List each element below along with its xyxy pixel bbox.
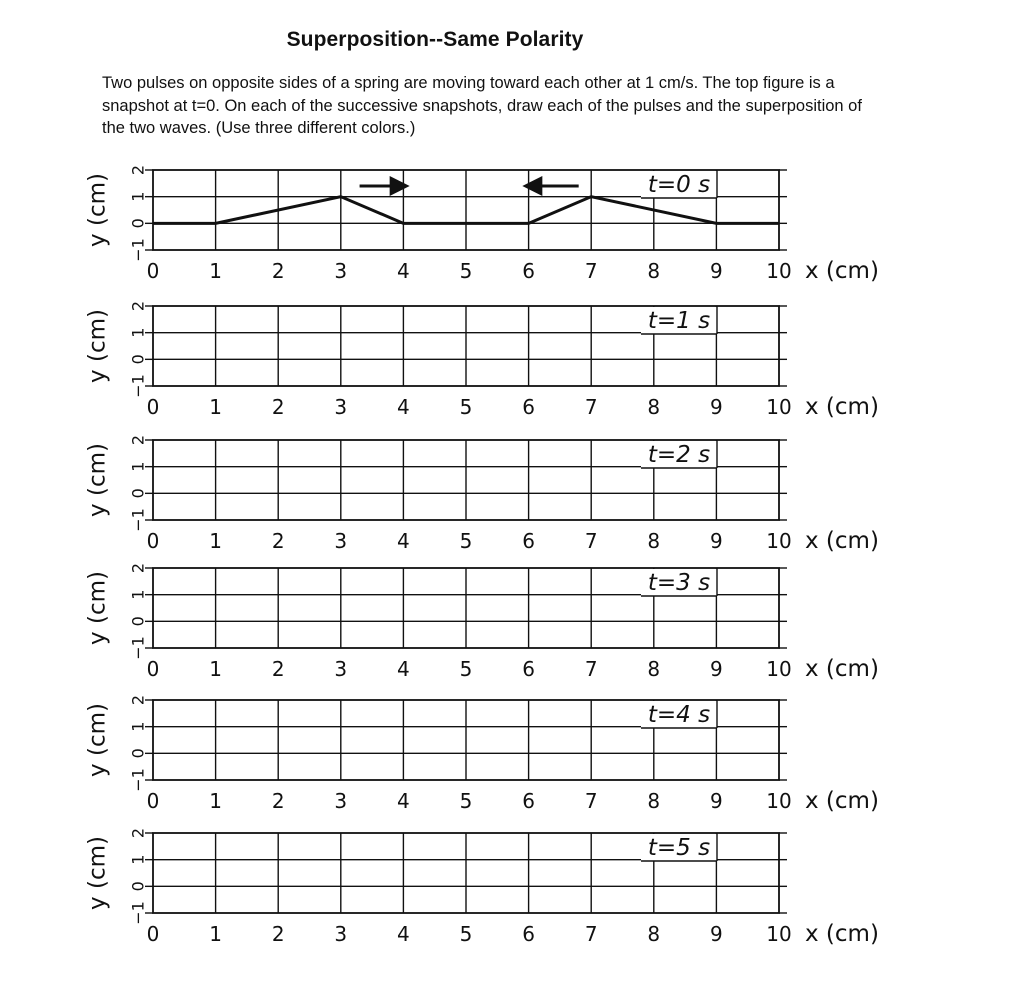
x-tick-label: 0 xyxy=(146,922,160,946)
y-tick-label: 0 xyxy=(128,488,148,499)
x-tick-label: 9 xyxy=(710,922,723,946)
y-tick-label: 2 xyxy=(128,164,148,176)
time-label: t=1 s xyxy=(647,308,711,334)
x-axis-title: x (cm) xyxy=(805,528,879,554)
y-axis-title: y (cm) xyxy=(84,703,111,777)
pulse-line-0 xyxy=(153,197,466,224)
x-tick-label: 8 xyxy=(647,395,661,419)
x-tick-label: 4 xyxy=(397,395,410,419)
x-tick-label: 0 xyxy=(146,529,160,553)
x-tick-label: 6 xyxy=(522,789,535,813)
x-tick-label: 3 xyxy=(334,395,348,419)
x-tick-label: 6 xyxy=(522,922,535,946)
x-tick-label: 1 xyxy=(209,657,222,681)
time-label: t=3 s xyxy=(647,570,711,596)
x-tick-label: 4 xyxy=(397,922,410,946)
y-tick-label: 0 xyxy=(128,354,148,365)
x-tick-label: 9 xyxy=(710,657,723,681)
x-tick-label: 2 xyxy=(271,789,285,813)
page-title: Superposition--Same Polarity xyxy=(286,28,584,51)
y-tick-label: 2 xyxy=(128,562,148,574)
x-tick-label: 0 xyxy=(146,789,160,813)
x-tick-label: 9 xyxy=(710,789,723,813)
x-tick-label: 2 xyxy=(271,529,285,553)
x-tick-label: 3 xyxy=(334,657,348,681)
time-label: t=2 s xyxy=(647,442,711,468)
x-tick-label: 4 xyxy=(397,259,410,283)
snapshot-chart-5 xyxy=(85,828,879,947)
x-tick-label: 6 xyxy=(522,657,535,681)
x-tick-label: 10 xyxy=(766,657,792,681)
y-tick-label: 2 xyxy=(128,300,148,312)
x-tick-label: 0 xyxy=(146,395,160,419)
arrow-head-1 xyxy=(522,176,542,196)
arrow-head-0 xyxy=(390,176,410,196)
x-tick-label: 7 xyxy=(584,529,598,553)
time-label: t=5 s xyxy=(647,835,711,861)
snapshot-chart-1 xyxy=(85,301,879,420)
x-tick-label: 10 xyxy=(766,259,792,283)
x-tick-label: 8 xyxy=(647,922,661,946)
x-tick-label: 2 xyxy=(271,395,285,419)
time-label: t=0 s xyxy=(647,172,711,198)
y-tick-label: −1 xyxy=(128,508,148,532)
x-tick-label: 2 xyxy=(271,259,285,283)
y-tick-label: 0 xyxy=(128,881,148,892)
x-tick-label: 7 xyxy=(584,922,598,946)
x-tick-label: 7 xyxy=(584,789,598,813)
x-tick-label: 6 xyxy=(522,259,535,283)
pulse-line-1 xyxy=(466,197,779,224)
y-tick-label: 2 xyxy=(128,827,148,839)
y-tick-label: 1 xyxy=(128,191,148,202)
x-tick-label: 6 xyxy=(522,395,535,419)
y-axis-title: y (cm) xyxy=(84,571,111,645)
x-tick-label: 6 xyxy=(522,529,535,553)
x-tick-label: 8 xyxy=(647,529,661,553)
x-tick-label: 3 xyxy=(334,789,348,813)
x-tick-label: 8 xyxy=(647,657,661,681)
instructions: Two pulses on opposite sides of a spring are moving toward each other at 1 cm/s. The top figure is a snapshot at t=0. On each of the successive snapshots, draw each of the pulses and the superposition of the two waves. (Use three different colors.) xyxy=(102,74,862,137)
x-tick-label: 7 xyxy=(584,395,598,419)
x-axis-title: x (cm) xyxy=(805,921,879,947)
x-tick-label: 1 xyxy=(209,922,222,946)
y-tick-label: −1 xyxy=(128,768,148,792)
y-tick-label: −1 xyxy=(128,636,148,660)
x-tick-label: 9 xyxy=(710,395,723,419)
y-tick-label: 2 xyxy=(128,694,148,706)
snapshot-chart-2 xyxy=(85,435,879,554)
x-tick-label: 4 xyxy=(397,657,410,681)
x-tick-label: 2 xyxy=(271,657,285,681)
x-tick-label: 3 xyxy=(334,922,348,946)
x-axis-title: x (cm) xyxy=(805,394,879,420)
x-tick-label: 4 xyxy=(397,789,410,813)
x-tick-label: 1 xyxy=(209,529,222,553)
x-tick-label: 0 xyxy=(146,657,160,681)
y-tick-label: 0 xyxy=(128,218,148,229)
x-tick-label: 1 xyxy=(209,789,222,813)
snapshot-chart-4 xyxy=(85,695,879,814)
x-tick-label: 5 xyxy=(459,395,473,419)
y-tick-label: 1 xyxy=(128,589,148,600)
snapshot-chart-0 xyxy=(85,165,879,284)
x-tick-label: 1 xyxy=(209,395,222,419)
x-tick-label: 3 xyxy=(334,529,348,553)
x-tick-label: 0 xyxy=(146,259,160,283)
x-axis-title: x (cm) xyxy=(805,258,879,284)
y-axis-title: y (cm) xyxy=(84,309,111,383)
x-tick-label: 8 xyxy=(647,259,661,283)
y-tick-label: 1 xyxy=(128,461,148,472)
x-tick-label: 7 xyxy=(584,259,598,283)
x-tick-label: 9 xyxy=(710,259,723,283)
y-tick-label: −1 xyxy=(128,238,148,262)
x-axis-title: x (cm) xyxy=(805,788,879,814)
x-tick-label: 1 xyxy=(209,259,222,283)
x-tick-label: 3 xyxy=(334,259,348,283)
y-tick-label: 1 xyxy=(128,854,148,865)
y-tick-label: 0 xyxy=(128,748,148,759)
snapshot-chart-3 xyxy=(85,563,879,682)
x-axis-title: x (cm) xyxy=(805,656,879,682)
x-tick-label: 5 xyxy=(459,259,473,283)
x-tick-label: 2 xyxy=(271,922,285,946)
y-axis-title: y (cm) xyxy=(84,173,111,247)
x-tick-label: 7 xyxy=(584,657,598,681)
time-label: t=4 s xyxy=(647,702,711,728)
x-tick-label: 10 xyxy=(766,529,792,553)
x-tick-label: 8 xyxy=(647,789,661,813)
y-tick-label: 1 xyxy=(128,721,148,732)
x-tick-label: 10 xyxy=(766,789,792,813)
x-tick-label: 10 xyxy=(766,922,792,946)
y-tick-label: −1 xyxy=(128,901,148,925)
x-tick-label: 4 xyxy=(397,529,410,553)
x-tick-label: 5 xyxy=(459,657,473,681)
x-tick-label: 5 xyxy=(459,922,473,946)
x-tick-label: 5 xyxy=(459,529,473,553)
y-tick-label: −1 xyxy=(128,374,148,398)
y-tick-label: 2 xyxy=(128,434,148,446)
y-axis-title: y (cm) xyxy=(84,836,111,910)
x-tick-label: 5 xyxy=(459,789,473,813)
y-axis-title: y (cm) xyxy=(84,443,111,517)
y-tick-label: 0 xyxy=(128,616,148,627)
x-tick-label: 9 xyxy=(710,529,723,553)
x-tick-label: 10 xyxy=(766,395,792,419)
y-tick-label: 1 xyxy=(128,327,148,338)
